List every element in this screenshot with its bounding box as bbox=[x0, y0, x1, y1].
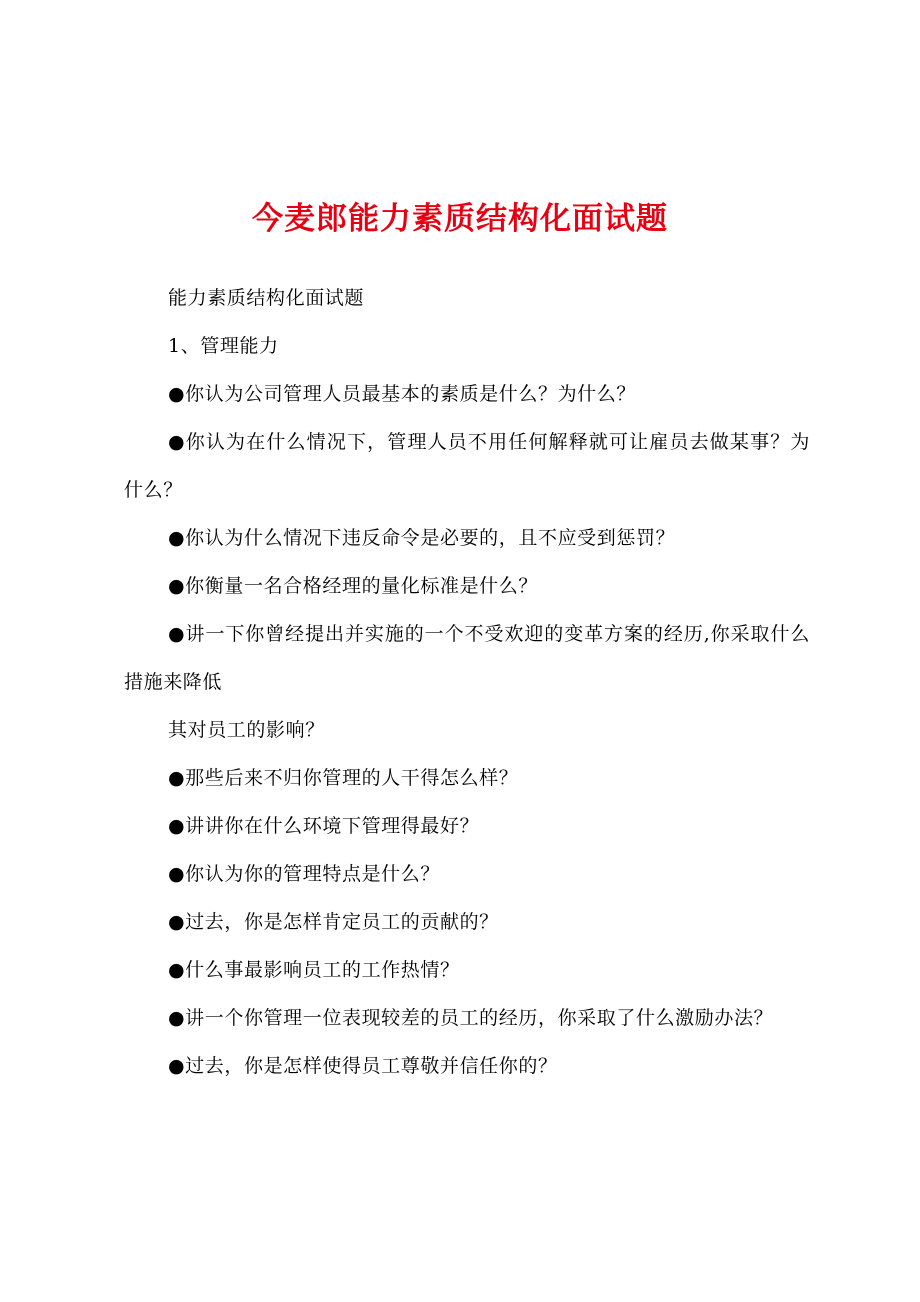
question-item: ●过去，你是怎样肯定员工的贡献的？ bbox=[168, 911, 499, 933]
question-item: ●那些后来不归你管理的人干得怎么样？ bbox=[168, 767, 519, 789]
section-heading: 1、管理能力 bbox=[168, 335, 279, 357]
question-item: ●你认为公司管理人员最基本的素质是什么？为什么？ bbox=[168, 383, 636, 405]
question-item-continuation: 其对员工的影响？ bbox=[168, 719, 325, 741]
question-item: ●讲一下你曾经提出并实施的一个不受欢迎的变革方案的经历,你采取什么措施来降低 bbox=[124, 623, 810, 693]
document-title: 今麦郎能力素质结构化面试题 bbox=[252, 201, 668, 237]
question-item: ●讲一个你管理一位表现较差的员工的经历，你采取了什么激励办法？ bbox=[168, 1007, 774, 1029]
document-body bbox=[124, 274, 810, 1090]
question-item: ●你认为在什么情况下，管理人员不用任何解释就可让雇员去做某事？为什么？ bbox=[124, 431, 810, 501]
question-item: ●过去，你是怎样使得员工尊敬并信任你的？ bbox=[168, 1055, 558, 1077]
question-item: ●讲讲你在什么环境下管理得最好？ bbox=[168, 815, 480, 837]
question-item: ●你衡量一名合格经理的量化标准是什么？ bbox=[168, 575, 538, 597]
paragraph-subtitle: 能力素质结构化面试题 bbox=[168, 287, 365, 309]
question-item: ●你认为你的管理特点是什么？ bbox=[168, 863, 440, 885]
question-item: ●你认为什么情况下违反命令是必要的，且不应受到惩罚？ bbox=[168, 527, 676, 549]
question-item: ●什么事最影响员工的工作热情？ bbox=[168, 959, 460, 981]
